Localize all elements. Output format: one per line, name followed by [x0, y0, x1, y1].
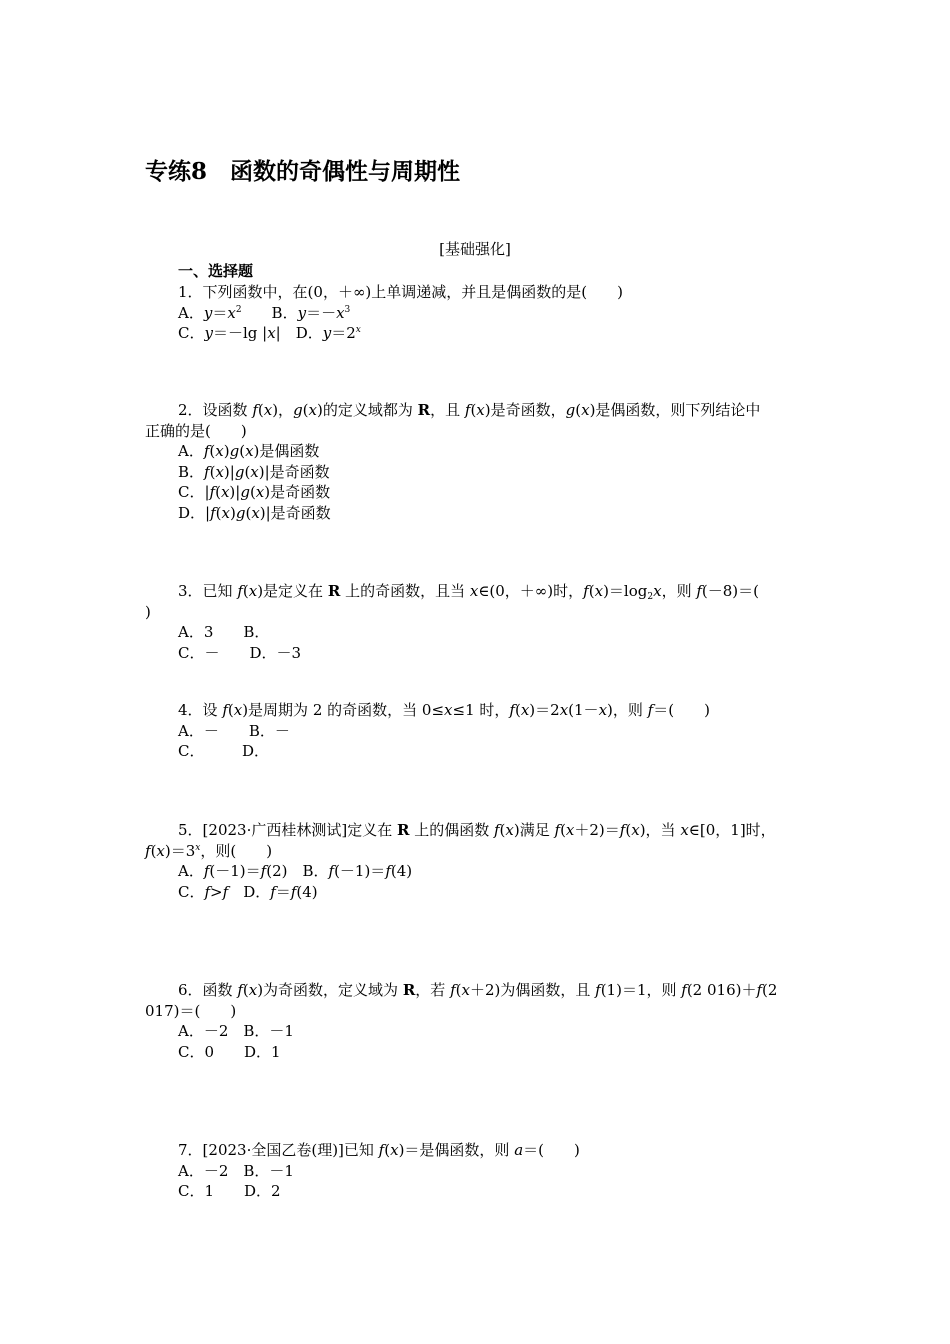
- question-4-options-line: A．－ B．－: [178, 721, 290, 740]
- question-1-options-line: A．$y=x^2$ B．$y=-x^3$: [178, 303, 351, 322]
- question-7-options-line: C．1 D．2: [178, 1182, 281, 1200]
- question-3-stem-line: ): [145, 602, 151, 621]
- question-2-options-line: A．f(x)g(x)是偶函数: [178, 442, 320, 460]
- question-2-stem-line: 正确的是( ): [145, 421, 247, 440]
- question-7-options-line: A．－2 B．－1: [178, 1161, 294, 1180]
- question-5-options-line: A．f(－1)＝f(2) B．f(－1)＝f(4): [178, 862, 413, 880]
- question-5-options-line: C．f>f D．f＝f(4): [178, 882, 318, 901]
- question-5-stem-line: 5．[2023·广西桂林测试]定义在 R 上的偶函数 f(x)满足 f(x＋2)＝f(x)，当 x∈[0，1]时，: [178, 821, 776, 839]
- part-heading: 一、选择题: [178, 262, 254, 280]
- question-2-options-line: C．|f(x)|g(x)是奇函数: [178, 483, 331, 501]
- question-5-stem-line: $f(x)=3^x$，则( ): [145, 841, 273, 860]
- question-6-options-line: A．－2 B．－1: [178, 1022, 294, 1040]
- question-6-stem-line: 6．函数 f(x)为奇函数，定义域为 R，若 f(x＋2)为偶函数，且 f(1)＝1，则 f(2 016)＋f(2: [178, 981, 778, 999]
- question-3-stem-line: 3．已知 f(x)是定义在 R 上的奇函数，且当 x∈(0，＋∞)时，$f(x)=\log_2x$，则 f(－8)＝(: [178, 582, 760, 602]
- question-6-stem-line: 017)＝( ): [145, 1001, 237, 1020]
- page-title: 专练8 函数的奇偶性与周期性: [145, 158, 461, 185]
- question-7-stem-line: 7．[2023·全国乙卷(理)]已知 f(x)＝是偶函数，则 a＝( ): [178, 1141, 580, 1159]
- question-2-options-line: B．f(x)|g(x)|是奇函数: [178, 462, 330, 481]
- question-3-options-line: C．－ D．－3: [178, 643, 302, 662]
- question-1-options-line: C．y＝－lg |x| D．$y=2^x$: [178, 324, 361, 342]
- question-4-stem-line: 4．设 f(x)是周期为 2 的奇函数，当 0≤x≤1 时，f(x)＝2x(1－x)，则 f＝( ): [178, 701, 710, 719]
- question-3-options-line: A．3 B．: [178, 623, 270, 641]
- question-1-stem-line: 1．下列函数中，在(0，＋∞)上单调递减，并且是偶函数的是( ): [178, 283, 623, 301]
- question-2-stem-line: 2．设函数 f(x)，g(x)的定义域都为 R，且 f(x)是奇函数，g(x)是偶函数，则下列结论中: [178, 401, 761, 419]
- question-4-options-line: C． D．: [178, 742, 270, 760]
- question-2-options-line: D．|f(x)g(x)|是奇函数: [178, 503, 331, 522]
- question-6-options-line: C．0 D．1: [178, 1042, 281, 1061]
- section-heading: [基础强化]: [439, 240, 511, 258]
